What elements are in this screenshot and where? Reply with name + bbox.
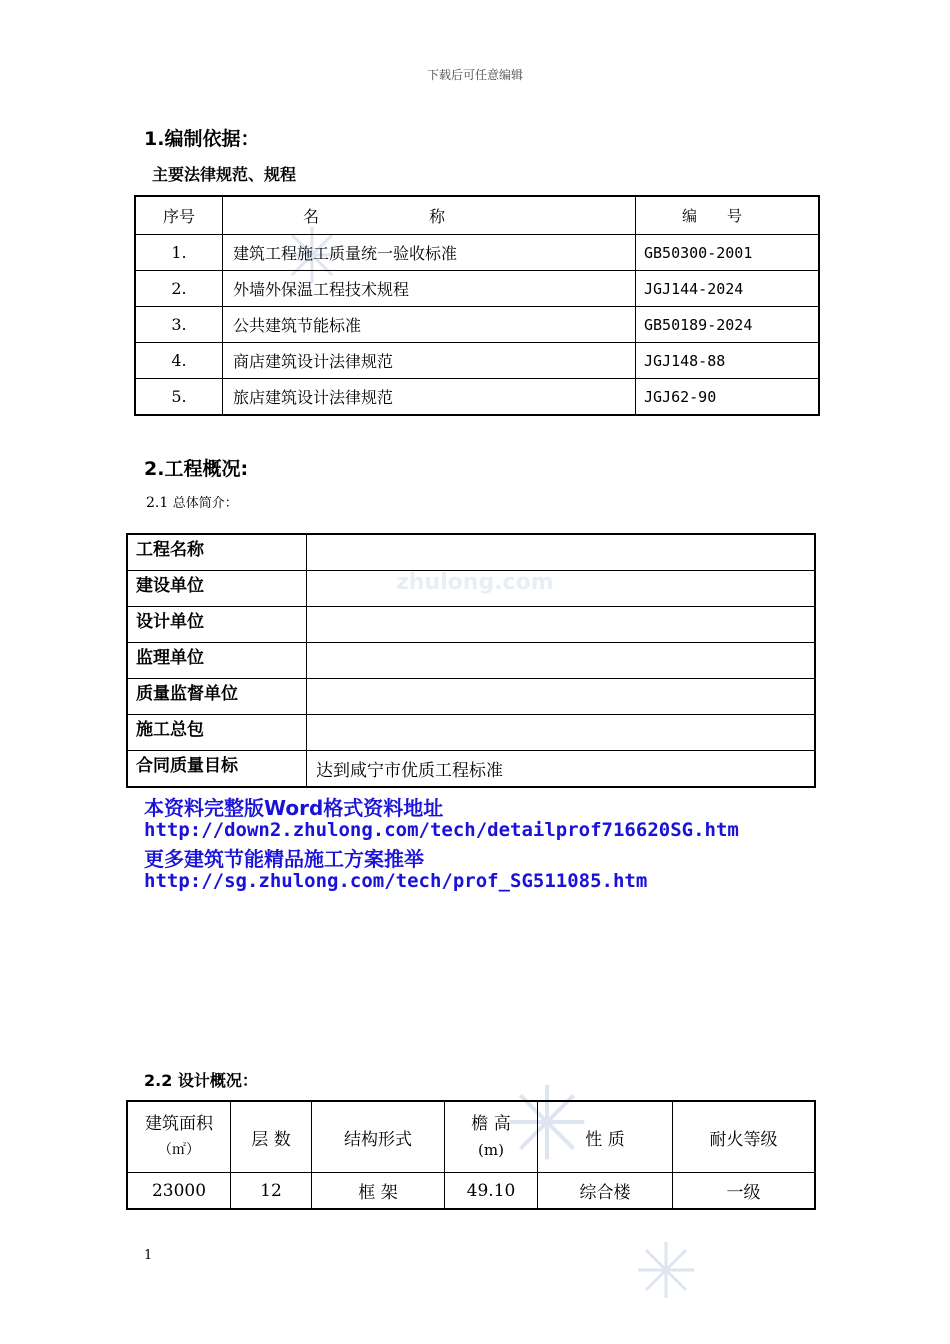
section2-1-heading [146, 492, 238, 511]
header-note: 下载后可任意编辑 [426, 68, 523, 82]
overview-key: 设计单位 [127, 607, 307, 643]
promo-line-2: 更多建筑节能精品施工方案推举 [144, 847, 424, 871]
table-row [127, 571, 815, 607]
overview-value [307, 679, 816, 715]
section2-1-text: 总体简介： [172, 496, 238, 511]
section2-1-number: 2.1 [146, 495, 169, 511]
header-height-line2: (m) [478, 1141, 504, 1159]
table-row [127, 679, 815, 715]
overview-value [307, 571, 816, 607]
header-height-line1: 檐 高 [471, 1114, 511, 1134]
section1-title: 1.编制依据： [144, 128, 260, 150]
section2-title: 2.工程概况: [144, 458, 249, 480]
cell-fire-rating: 一级 [673, 1173, 816, 1210]
standard-name: 外墙外保温工程技术规程 [223, 271, 636, 307]
header-fire-rating: 耐火等级 [673, 1101, 816, 1173]
overview-table [126, 533, 816, 788]
table-row [127, 751, 815, 788]
header-height [445, 1101, 538, 1173]
promo-link-1[interactable]: http://down2.zhulong.com/tech/detailprof716620SG.htm [144, 819, 739, 841]
overview-key: 合同质量目标 [127, 751, 307, 788]
section2-2-title: 2.2 设计概况： [144, 1071, 258, 1090]
standard-code: GB50300-2001 [636, 235, 820, 271]
cell-floors: 12 [231, 1173, 312, 1210]
header-area-line1: 建筑面积 [145, 1114, 213, 1134]
row-number: 4. [135, 343, 223, 379]
overview-value [307, 643, 816, 679]
design-overview-table [126, 1100, 816, 1210]
section1-subtitle: 主要法律规范、规程 [152, 165, 297, 184]
row-number: 5. [135, 379, 223, 416]
snowflake-watermark-icon [636, 1240, 696, 1300]
table-row [127, 643, 815, 679]
table-row [135, 271, 819, 307]
standards-table [134, 195, 820, 416]
standard-code: JGJ144-2024 [636, 271, 820, 307]
overview-key: 施工总包 [127, 715, 307, 751]
overview-value [307, 607, 816, 643]
overview-value: 达到咸宁市优质工程标准 [307, 751, 816, 788]
column-header: 编号 [636, 196, 820, 235]
table-row [135, 379, 819, 416]
cell-height: 49.10 [445, 1173, 538, 1210]
overview-value [307, 715, 816, 751]
standard-code: GB50189-2024 [636, 307, 820, 343]
table-row [127, 607, 815, 643]
row-number: 3. [135, 307, 223, 343]
overview-value [307, 534, 816, 571]
header-nature: 性 质 [538, 1101, 673, 1173]
watermark-text: zhulong.com [396, 570, 554, 595]
overview-key: 质量监督单位 [127, 679, 307, 715]
standard-name: 旅店建筑设计法律规范 [223, 379, 636, 416]
cell-nature: 综合楼 [538, 1173, 673, 1210]
table-row [135, 307, 819, 343]
table-row [135, 343, 819, 379]
header-structure: 结构形式 [312, 1101, 445, 1173]
overview-key: 监理单位 [127, 643, 307, 679]
page-number: 1 [144, 1248, 153, 1263]
table-row [127, 1173, 815, 1210]
header-floors: 层 数 [231, 1101, 312, 1173]
row-number: 2. [135, 271, 223, 307]
promo-line-1: 本资料完整版Word格式资料地址 [144, 796, 444, 820]
column-header: 名称 [223, 196, 636, 235]
promo-link-2[interactable]: http://sg.zhulong.com/tech/prof_SG511085.htm [144, 870, 648, 892]
overview-key: 建设单位 [127, 571, 307, 607]
overview-key: 工程名称 [127, 534, 307, 571]
header-area-line2: （㎡） [158, 1142, 200, 1158]
table-row [127, 715, 815, 751]
cell-structure: 框 架 [312, 1173, 445, 1210]
table-header-row [135, 196, 819, 235]
cell-area: 23000 [127, 1173, 231, 1210]
table-row [135, 235, 819, 271]
header-area [127, 1101, 231, 1173]
standard-name: 建筑工程施工质量统一验收标准 [223, 235, 636, 271]
standard-name: 公共建筑节能标准 [223, 307, 636, 343]
table-row [127, 534, 815, 571]
standard-code: JGJ148-88 [636, 343, 820, 379]
row-number: 1. [135, 235, 223, 271]
standard-name: 商店建筑设计法律规范 [223, 343, 636, 379]
column-header: 序号 [135, 196, 223, 235]
standard-code: JGJ62-90 [636, 379, 820, 416]
table-header-row [127, 1101, 815, 1173]
